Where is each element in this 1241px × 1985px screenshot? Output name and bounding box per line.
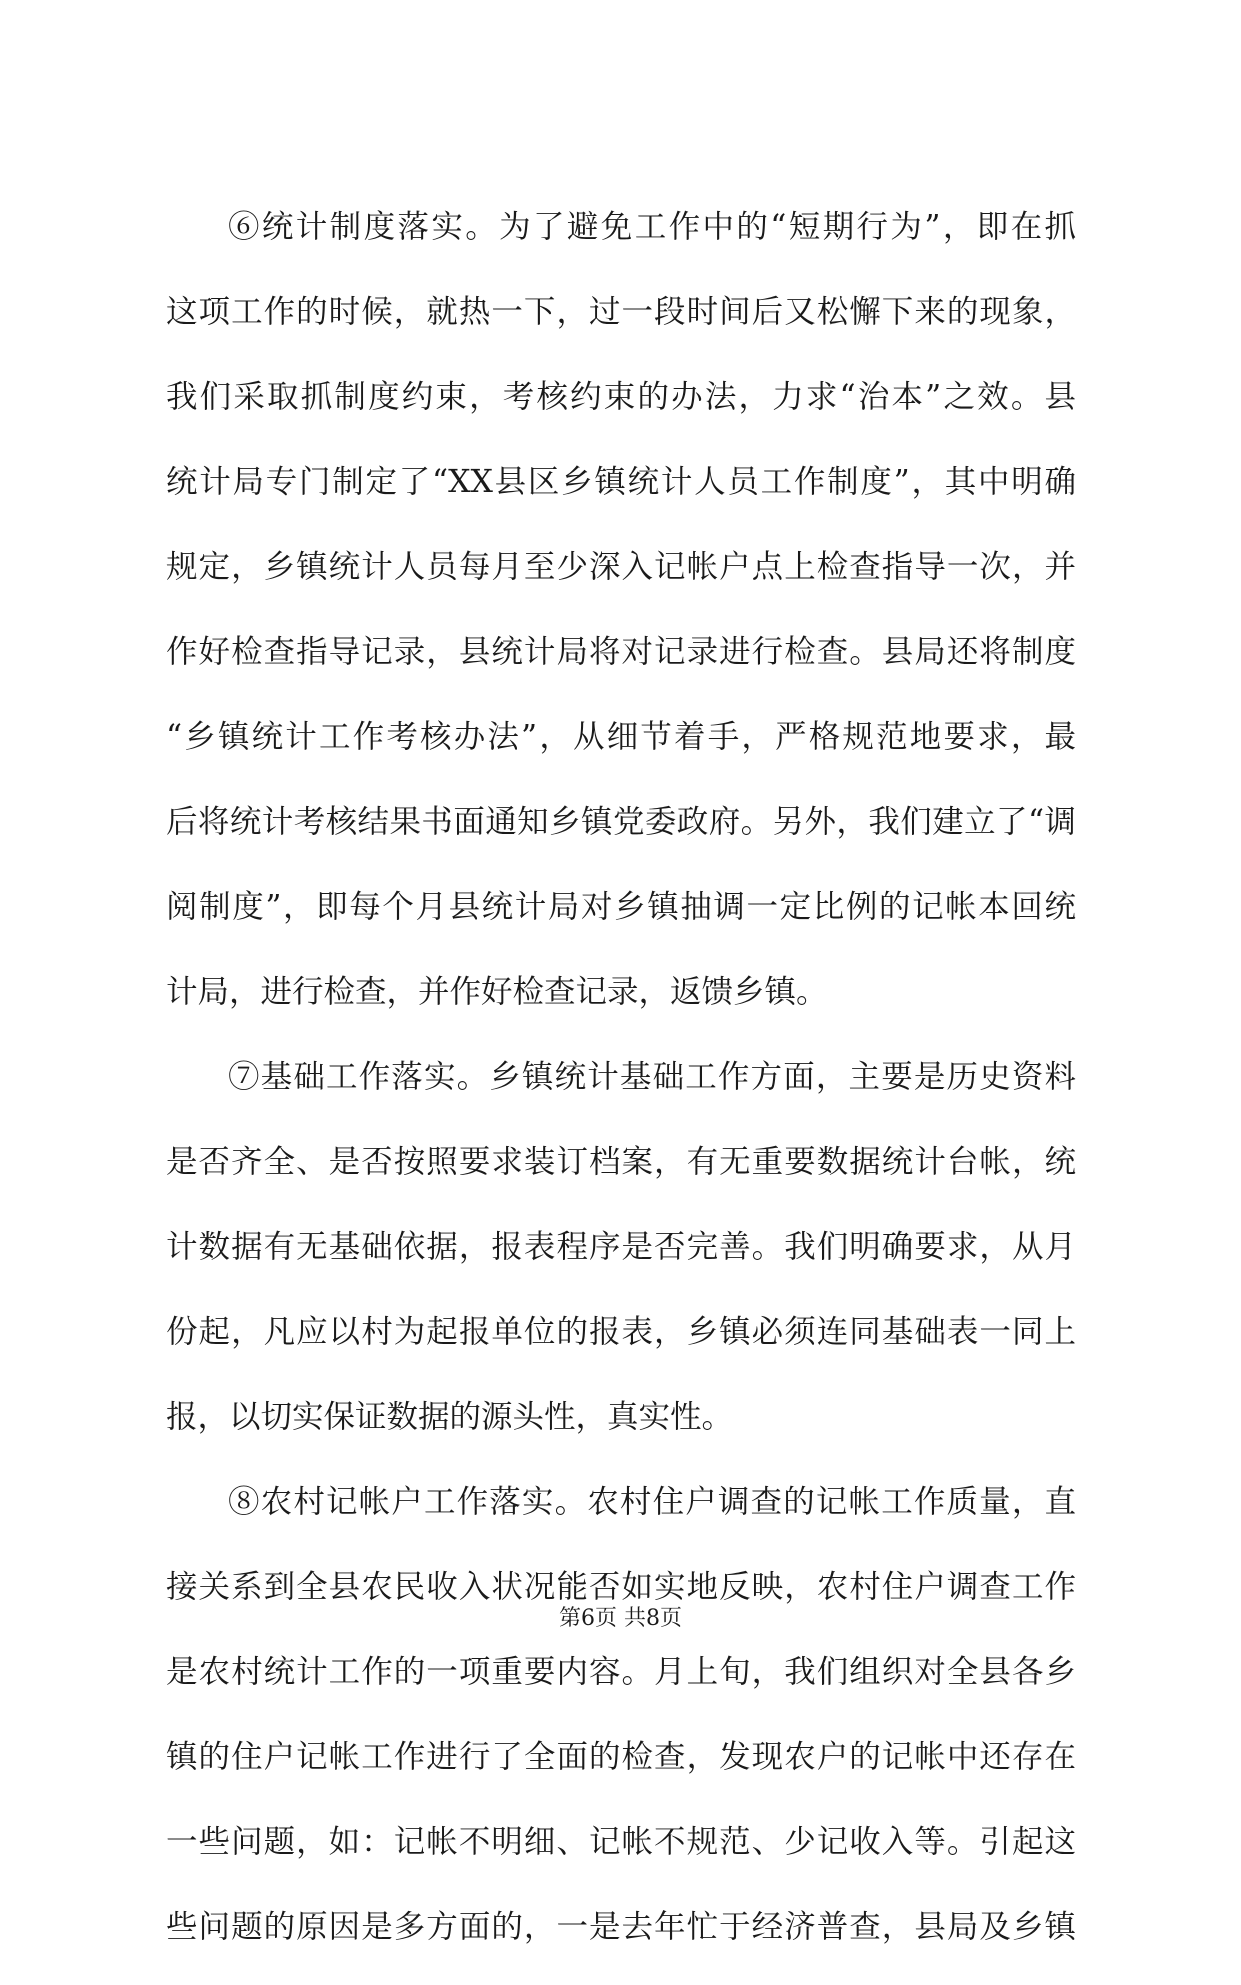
text-line: ⑥统计制度落实。为了避免工作中的“短期行为”，即在抓 <box>228 209 1076 245</box>
text-line: ⑧农村记帐户工作落实。农村住户调查的记帐工作质量，直 <box>228 1484 1076 1520</box>
text-line: 接关系到全县农民收入状况能否如实地反映，农村住户调查工作 <box>166 1569 1076 1605</box>
page-footer: 第6页 共8页 <box>559 1606 682 1631</box>
text-line: 镇的住户记帐工作进行了全面的检查，发现农户的记帐中还存在 <box>166 1739 1076 1775</box>
text-line: 规定，乡镇统计人员每月至少深入记帐户点上检查指导一次，并 <box>166 549 1076 585</box>
text-line: 统计局专门制定了“XX县区乡镇统计人员工作制度”，其中明确 <box>166 464 1076 500</box>
text-line: “乡镇统计工作考核办法”，从细节着手，严格规范地要求，最 <box>166 719 1076 755</box>
text-line: 这项工作的时候，就热一下，过一段时间后又松懈下来的现象， <box>166 294 1076 330</box>
text-line: 作好检查指导记录，县统计局将对记录进行检查。县局还将制度 <box>166 634 1076 670</box>
text-line: 报，以切实保证数据的源头性，真实性。 <box>166 1399 734 1435</box>
text-line: 计局，进行检查，并作好检查记录，返馈乡镇。 <box>166 974 828 1010</box>
text-line: 份起，凡应以村为起报单位的报表，乡镇必须连同基础表一同上 <box>166 1314 1076 1350</box>
body-text <box>166 200 1076 1985</box>
text-line: ⑦基础工作落实。乡镇统计基础工作方面，主要是历史资料 <box>228 1059 1076 1095</box>
text-line: 后将统计考核结果书面通知乡镇党委政府。另外，我们建立了“调 <box>166 804 1076 840</box>
text-line: 计数据有无基础依据，报表程序是否完善。我们明确要求，从月 <box>166 1229 1076 1265</box>
text-line: 阅制度”，即每个月县统计局对乡镇抽调一定比例的记帐本回统 <box>166 889 1076 925</box>
text-line: 一些问题，如：记帐不明细、记帐不规范、少记收入等。引起这 <box>166 1824 1076 1860</box>
text-line: 我们采取抓制度约束，考核约束的办法，力求“治本”之效。县 <box>166 379 1076 415</box>
text-line: 是农村统计工作的一项重要内容。月上旬，我们组织对全县各乡 <box>166 1654 1076 1690</box>
text-line: 是否齐全、是否按照要求装订档案，有无重要数据统计台帐，统 <box>166 1144 1076 1180</box>
text-line: 些问题的原因是多方面的，一是去年忙于经济普查，县局及乡镇 <box>166 1909 1076 1945</box>
